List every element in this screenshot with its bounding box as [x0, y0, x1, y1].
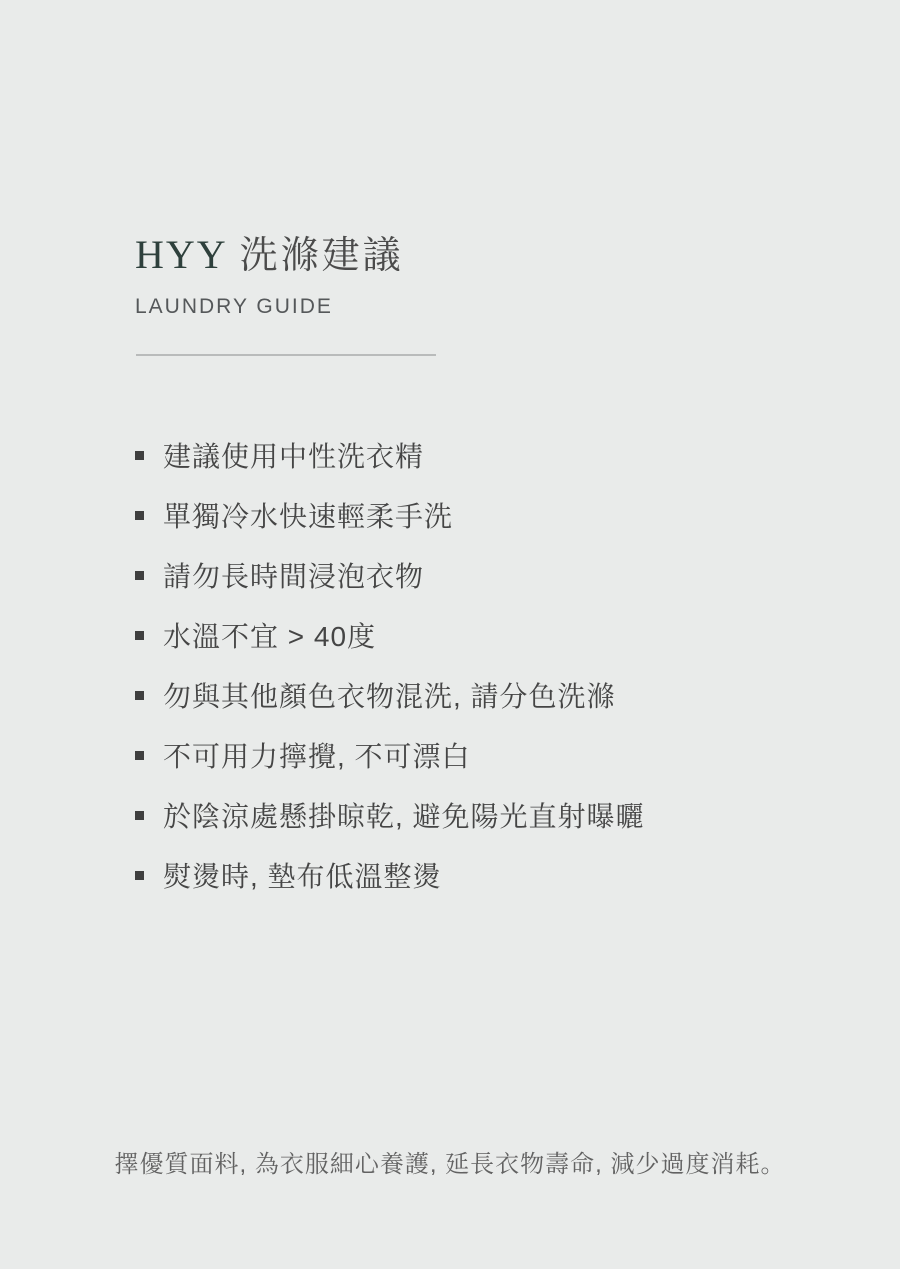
square-bullet-icon	[135, 451, 144, 460]
square-bullet-icon	[135, 691, 144, 700]
list-item	[135, 665, 645, 725]
square-bullet-icon	[135, 511, 144, 520]
list-item	[135, 425, 645, 485]
brand-name: HYY	[135, 232, 228, 277]
square-bullet-icon	[135, 751, 144, 760]
title-text: 洗滌建議	[239, 235, 404, 277]
list-item	[135, 845, 645, 905]
list-item-text: 單獨冷水快速輕柔手洗	[163, 501, 454, 532]
list-item	[135, 485, 645, 545]
list-item-text: 請勿長時間浸泡衣物	[163, 561, 425, 592]
square-bullet-icon	[135, 571, 144, 580]
laundry-tips-list	[135, 425, 645, 905]
divider-line	[136, 354, 436, 356]
list-item	[135, 725, 645, 785]
list-item-text: 熨燙時, 墊布低溫整燙	[163, 861, 442, 892]
list-item	[135, 545, 645, 605]
list-item-text: 勿與其他顏色衣物混洗, 請分色洗滌	[163, 681, 616, 712]
page-title	[135, 224, 404, 279]
footer-note: 擇優質面料, 為衣服細心養護, 延長衣物壽命, 減少過度消耗。	[114, 1151, 786, 1178]
square-bullet-icon	[135, 811, 144, 820]
header	[135, 224, 404, 319]
list-item	[135, 785, 645, 845]
square-bullet-icon	[135, 871, 144, 880]
list-item-text: 建議使用中性洗衣精	[163, 441, 425, 472]
square-bullet-icon	[135, 631, 144, 640]
list-item	[135, 605, 645, 665]
list-item-text: 水溫不宜 > 40度	[163, 621, 377, 652]
list-item-text: 於陰涼處懸掛晾乾, 避免陽光直射曝曬	[163, 801, 645, 832]
subtitle: LAUNDRY GUIDE	[135, 295, 333, 318]
footer	[0, 1140, 900, 1190]
list-item-text: 不可用力擰攪, 不可漂白	[163, 741, 471, 772]
